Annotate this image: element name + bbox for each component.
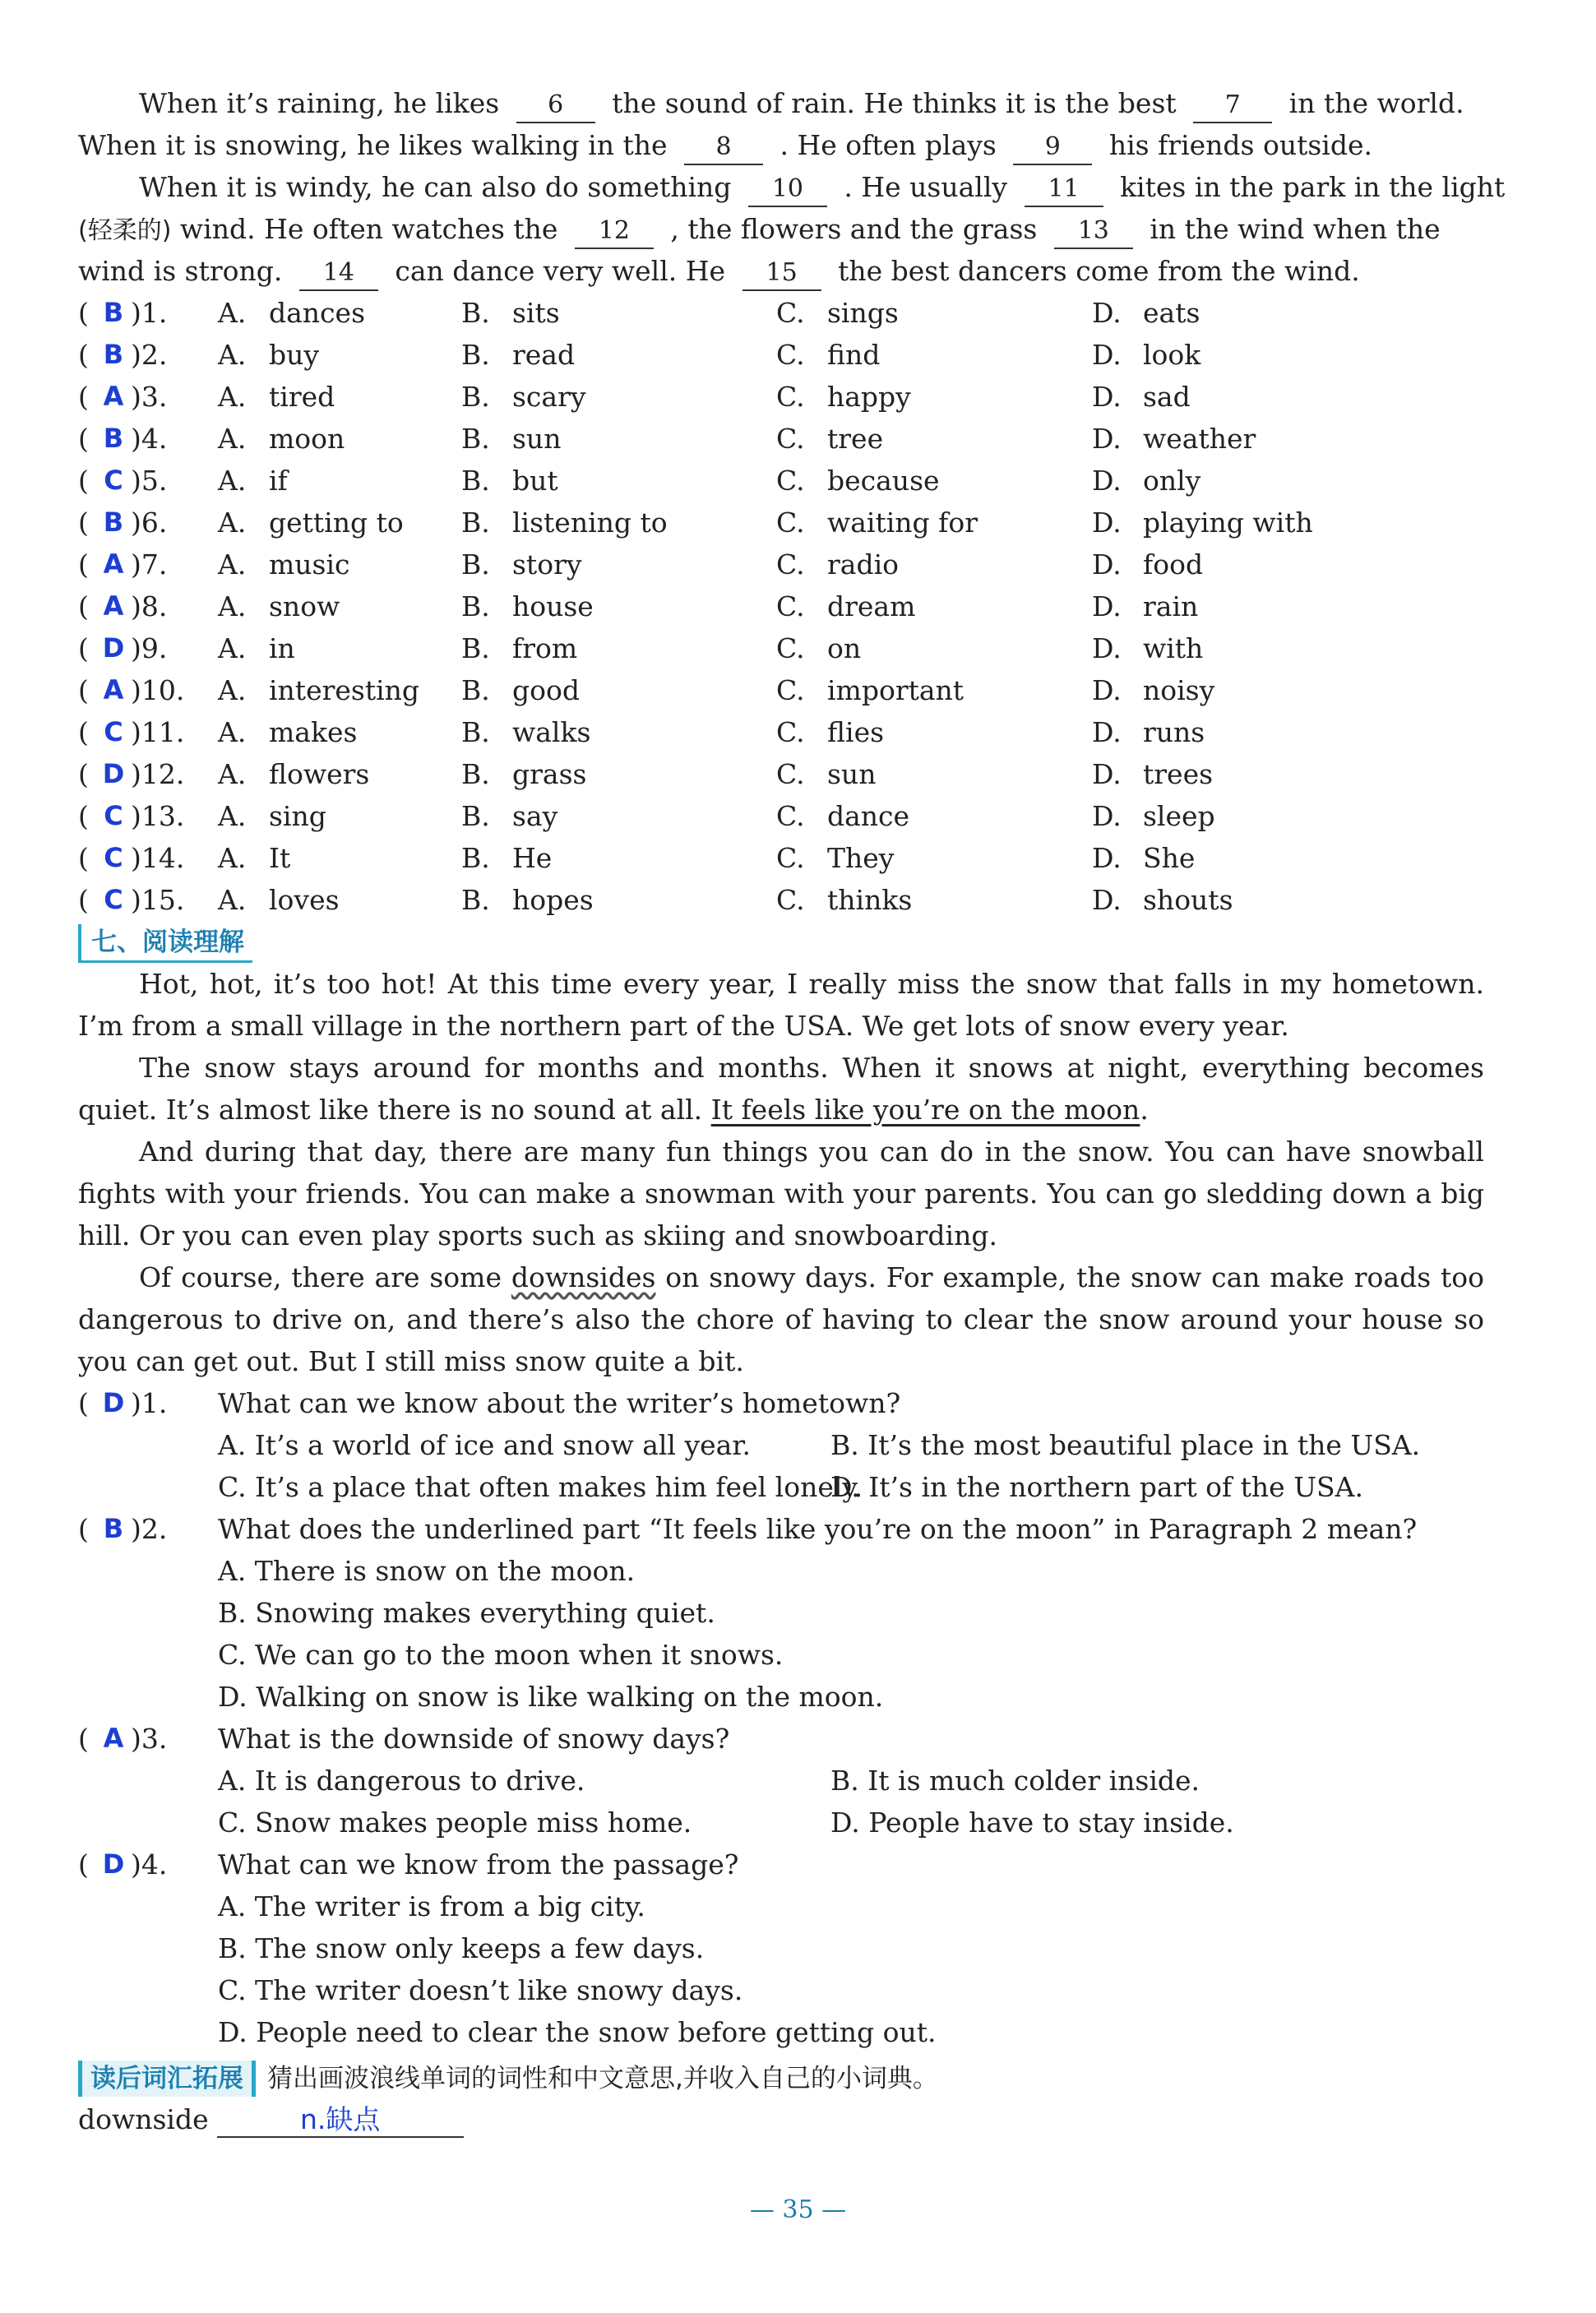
option-c: because: [827, 465, 940, 497]
cloze-question-row: ( B )6. A. getting to B. listening to C. waiting for D. playing with: [78, 502, 1484, 544]
reading-question: ( A )3. What is the downside of snowy days?: [78, 1718, 1484, 1760]
choice-row: D. Walking on snow is like walking on the moon.: [218, 1681, 884, 1713]
option-b: house: [512, 590, 594, 622]
option-d: with: [1143, 632, 1204, 664]
choice-row: C. The writer doesn’t like snowy days.: [218, 1974, 743, 2006]
blank-10: 10: [748, 173, 827, 207]
option-b: hopes: [512, 884, 594, 916]
worksheet-page: [78, 82, 1506, 2140]
option-a: dances: [269, 297, 365, 329]
option-b: listening to: [512, 507, 668, 539]
option-c: sun: [827, 758, 877, 790]
vocab-title: 读后词汇拓展: [78, 2061, 256, 2097]
blank-8: 8: [684, 131, 763, 165]
choice-row: C. Snow makes people miss home. D. People have to stay inside.: [218, 1806, 1234, 1839]
option-a: getting to: [269, 507, 404, 539]
cloze-question-row: ( B )1. A. dances B. sits C. sings D. eats: [78, 292, 1484, 334]
option-b: story: [512, 548, 582, 581]
answer-mark: A: [103, 1723, 124, 1754]
cloze-line: When it is windy, he can also do something 10 . He usually 11 kites in the park in the light: [78, 166, 1484, 208]
blank-14: 14: [299, 257, 378, 291]
option-d: sleep: [1143, 800, 1215, 832]
option-d: noisy: [1143, 674, 1215, 706]
option-d: playing with: [1143, 507, 1313, 539]
cloze-question-row: ( A )10. A. interesting B. good C. important D. noisy: [78, 669, 1484, 711]
option-c: They: [827, 842, 895, 874]
choice-row: B. Snowing makes everything quiet.: [218, 1597, 715, 1629]
option-a: makes: [269, 716, 358, 748]
option-c: find: [827, 339, 881, 371]
cloze-question-row: ( D )12. A. flowers B. grass C. sun D. trees: [78, 753, 1484, 795]
blank-9: 9: [1013, 131, 1092, 165]
answer-mark: D: [102, 1387, 125, 1418]
option-c: tree: [827, 423, 884, 455]
option-c: on: [827, 632, 862, 664]
option-a: buy: [269, 339, 320, 371]
blank-7: 7: [1193, 89, 1272, 123]
answer-mark: D: [102, 758, 125, 789]
option-d: weather: [1143, 423, 1256, 455]
reading-paragraph-4: Of course, there are some downsides on snowy days. For example, the snow can make roads too dangerous to drive on, and there’s also the chore of having to clear the snow around your house so you can get out. But I still miss snow quite a bit.: [78, 1261, 1484, 1377]
wavy-underlined-word: downsides: [511, 1261, 656, 1293]
choice-row: A. The writer is from a big city.: [218, 1890, 645, 1922]
option-c: radio: [827, 548, 899, 581]
cloze-question-row: ( B )2. A. buy B. read C. find D. look: [78, 334, 1484, 376]
answer-mark: C: [104, 716, 123, 747]
option-c: thinks: [827, 884, 913, 916]
option-c: happy: [827, 381, 911, 413]
option-a: snow: [269, 590, 340, 622]
cloze-question-row: ( A )8. A. snow B. house C. dream D. rain: [78, 585, 1484, 627]
option-b: walks: [512, 716, 591, 748]
choice-row: A. It’s a world of ice and snow all year. B. It’s the most beautiful place in the USA.: [218, 1429, 1421, 1461]
blank-11: 11: [1025, 173, 1103, 207]
option-c: dream: [827, 590, 916, 622]
reading-question: ( D )4. What can we know from the passage?: [78, 1843, 1484, 1885]
choice-row: C. It’s a place that often makes him feel lonely. D. It’s in the northern part of the USA.: [218, 1471, 1363, 1503]
cloze-line: When it is snowing, he likes walking in the 8 . He often plays 9 his friends outside.: [78, 124, 1484, 166]
blank-15: 15: [742, 257, 821, 291]
option-d: food: [1143, 548, 1204, 581]
option-b: say: [512, 800, 558, 832]
cloze-question-row: ( C )11. A. makes B. walks C. flies D. runs: [78, 711, 1484, 753]
answer-mark: B: [103, 1513, 124, 1544]
option-c: important: [827, 674, 965, 706]
vocab-entry: [78, 2098, 1484, 2140]
page-number: — 35 —: [749, 2195, 847, 2224]
option-c: sings: [827, 297, 899, 329]
answer-mark: B: [103, 507, 124, 538]
reading-question: ( B )2. What does the underlined part “It feels like you’re on the moon” in Paragraph 2 mean?: [78, 1508, 1484, 1550]
answer-mark: C: [104, 800, 123, 831]
option-d: only: [1143, 465, 1201, 497]
answer-mark: B: [103, 423, 124, 454]
section-title-reading: 七、阅读理解: [78, 924, 252, 963]
option-d: rain: [1143, 590, 1199, 622]
cloze-question-row: ( C )5. A. if B. but C. because D. only: [78, 460, 1484, 502]
option-a: in: [269, 632, 295, 664]
cloze-question-row: ( D )9. A. in B. from C. on D. with: [78, 627, 1484, 669]
answer-mark: B: [103, 297, 124, 328]
option-d: runs: [1143, 716, 1205, 748]
answer-mark: A: [103, 381, 124, 412]
reading-paragraph-3: And during that day, there are many fun things you can do in the snow. You can have snowball fights with your friends. You can make a snowman with your parents. You can go sledding down a big hill. Or you can even play sports such as skiing and snowboarding.: [78, 1136, 1484, 1251]
option-d: look: [1143, 339, 1201, 371]
underlined-sentence: It feels like you’re on the moon: [710, 1094, 1140, 1126]
cloze-question-row: ( C )13. A. sing B. say C. dance D. sleep: [78, 795, 1484, 837]
option-a: It: [269, 842, 291, 874]
choice-row: B. The snow only keeps a few days.: [218, 1932, 705, 1964]
cloze-question-row: ( C )14. A. It B. He C. They D. She: [78, 837, 1484, 879]
option-d: sad: [1143, 381, 1191, 413]
vocab-answer: n.缺点: [217, 2103, 464, 2138]
option-d: trees: [1143, 758, 1214, 790]
option-c: flies: [827, 716, 885, 748]
option-b: but: [512, 465, 558, 497]
choice-row: D. People need to clear the snow before getting out.: [218, 2016, 937, 2048]
option-b: read: [512, 339, 576, 371]
option-c: waiting for: [827, 507, 978, 539]
blank-6: 6: [516, 89, 595, 123]
choice-row: C. We can go to the moon when it snows.: [218, 1639, 784, 1671]
option-a: flowers: [269, 758, 370, 790]
option-a: tired: [269, 381, 335, 413]
option-b: grass: [512, 758, 587, 790]
cloze-question-row: ( A )7. A. music B. story C. radio D. food: [78, 544, 1484, 585]
cloze-question-row: ( B )4. A. moon B. sun C. tree D. weather: [78, 418, 1484, 460]
choice-row: A. It is dangerous to drive. B. It is much colder inside.: [218, 1765, 1200, 1797]
cloze-question-list: [78, 292, 1484, 921]
option-a: moon: [269, 423, 345, 455]
option-c: dance: [827, 800, 910, 832]
reading-paragraph-2: The snow stays around for months and months. When it snows at night, everything becomes quiet. It’s almost like there is no sound at all. It feels like you’re on the moon.: [78, 1052, 1484, 1126]
answer-mark: C: [104, 842, 123, 873]
option-a: music: [269, 548, 350, 581]
choice-row: A. There is snow on the moon.: [218, 1555, 636, 1587]
cloze-line: When it’s raining, he likes 6 the sound of rain. He thinks it is the best 7 in the world.: [78, 82, 1484, 124]
vocab-word: downside: [78, 2103, 209, 2135]
cloze-question-row: ( A )3. A. tired B. scary C. happy D. sad: [78, 376, 1484, 418]
option-a: loves: [269, 884, 340, 916]
option-a: interesting: [269, 674, 420, 706]
answer-mark: A: [103, 674, 124, 705]
option-b: scary: [512, 381, 586, 413]
option-b: sun: [512, 423, 562, 455]
reading-question: ( D )1. What can we know about the writer’s hometown?: [78, 1382, 1484, 1424]
answer-mark: D: [102, 632, 125, 664]
cloze-question-row: ( C )15. A. loves B. hopes C. thinks D. shouts: [78, 879, 1484, 921]
answer-mark: C: [104, 884, 123, 915]
cloze-line: wind is strong. 14 can dance very well. He 15 the best dancers come from the wind.: [78, 250, 1484, 292]
answer-mark: B: [103, 339, 124, 370]
reading-paragraph-1: Hot, hot, it’s too hot! At this time every year, I really miss the snow that falls in my hometown. I’m from a small village in the northern part of the USA. We get lots of snow every year.: [78, 968, 1484, 1042]
option-b: sits: [512, 297, 560, 329]
answer-mark: A: [103, 590, 124, 622]
option-d: She: [1143, 842, 1196, 874]
cloze-line: (轻柔的) wind. He often watches the 12 , the flowers and the grass 13 in the wind when the: [78, 208, 1484, 250]
vocab-header: [78, 2056, 1484, 2098]
answer-mark: C: [104, 465, 123, 496]
blank-12: 12: [575, 215, 654, 249]
option-a: sing: [269, 800, 326, 832]
option-b: He: [512, 842, 553, 874]
option-b: good: [512, 674, 580, 706]
option-d: shouts: [1143, 884, 1233, 916]
vocab-instruction: 猜出画波浪线单词的词性和中文意思,并收入自己的小词典。: [267, 2064, 938, 2093]
answer-mark: D: [102, 1848, 125, 1880]
option-a: if: [269, 465, 288, 497]
option-d: eats: [1143, 297, 1200, 329]
option-b: from: [512, 632, 578, 664]
answer-mark: A: [103, 548, 124, 580]
blank-13: 13: [1054, 215, 1133, 249]
